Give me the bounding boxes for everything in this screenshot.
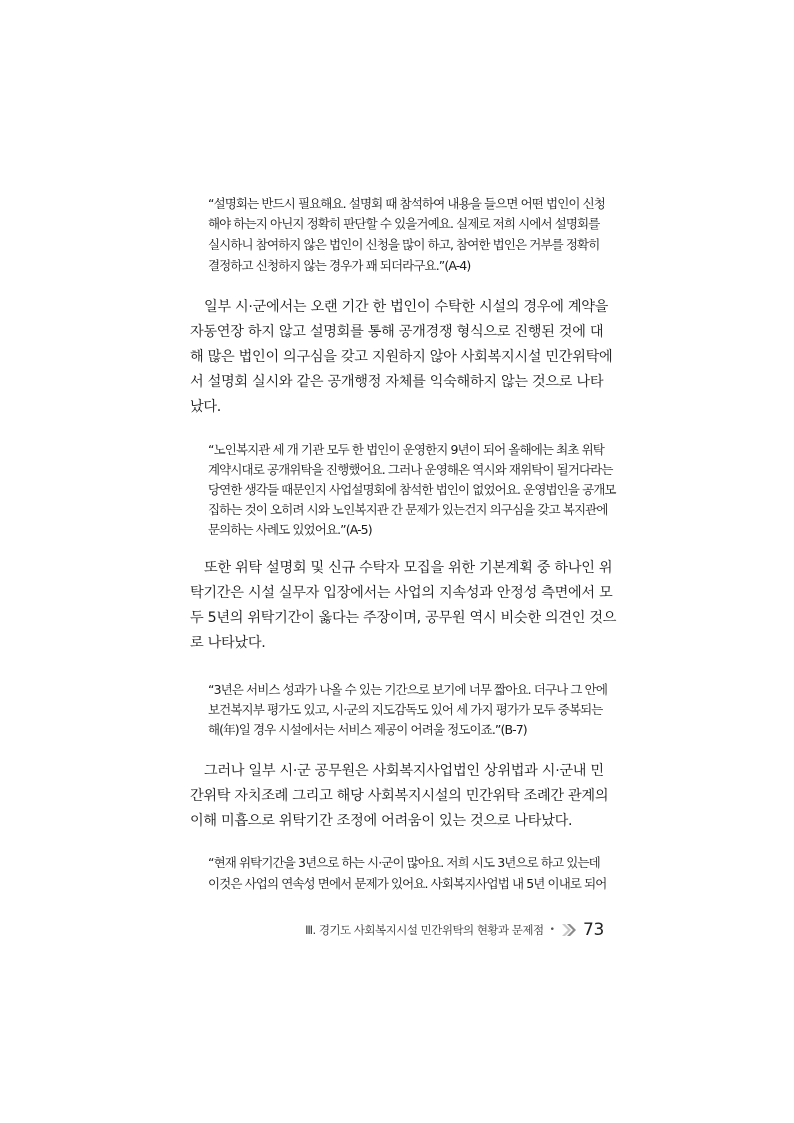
page-number: 73 (582, 920, 604, 940)
paragraph-line: 서 설명회 실시와 같은 공개행정 자체를 익숙해하지 않는 것으로 나타 (190, 374, 604, 390)
section-title: Ⅲ. 경기도 사회복지시설 민간위탁의 현황과 문제점 (305, 923, 544, 937)
quote-line: “현재 위탁기간을 3년으로 하는 시·군이 많아요. 저희 시도 3년으로 하고 있는데 (208, 855, 600, 870)
quote-line: 해야 하는지 아닌지 정확히 판단할 수 있을거예요. 실제로 저희 시에서 설명회를 (208, 216, 600, 231)
quote-line: “노인복지관 세 개 기관 모두 한 법인이 운영한지 9년이 되어 올해에는 최초 위탁 (208, 442, 604, 457)
paragraph-line: 자동연장 하지 않고 설명회를 통해 공개경쟁 형식으로 진행된 것에 대 (190, 324, 604, 340)
bullet-separator: • (549, 925, 555, 935)
paragraph-line: 탁기간은 시설 실무자 입장에서는 사업의 지속성과 안정성 측면에서 모 (190, 585, 613, 601)
quote-line: “설명회는 반드시 필요해요. 설명회 때 참석하여 내용을 들으면 어떤 법인이 신청 (208, 196, 605, 211)
quote-line: 결정하고 신청하지 않는 경우가 꽤 되더라구요.”(A-4) (208, 258, 471, 273)
quote-line: 계약시대로 공개위탁을 진행했어요. 그러나 운영해온 역시와 재위탁이 될거다라는 (208, 462, 613, 477)
quote-line: 이것은 사업의 연속성 면에서 문제가 있어요. 사회복지사업법 내 5년 이내로 되어 (208, 876, 607, 891)
paragraph-line: 났다. (190, 399, 222, 415)
paragraph-line: 일부 시·군에서는 오랜 기간 한 법인이 수탁한 시설의 경우에 계약을 (204, 299, 609, 315)
paragraph-line: 로 나타났다. (190, 635, 266, 651)
paragraph-line: 두 5년의 위탁기간이 옳다는 주장이며, 공무원 역시 비슷한 의견인 것으 (190, 610, 617, 626)
quote-line: “3년은 서비스 성과가 나올 수 있는 기간으로 보기에 너무 짧아요. 더구나 그 안에 (208, 682, 608, 697)
quote-line: 집하는 것이 오히려 시와 노인복지관 간 문제가 있는건지 의구심을 갖고 복지관에 (208, 502, 608, 517)
double-chevron-right-icon (561, 923, 577, 937)
page-footer (305, 920, 604, 940)
paragraph-line: 또한 위탁 설명회 및 신규 수탁자 모집을 위한 기본계획 중 하나인 위 (204, 560, 613, 576)
quote-line: 실시하니 참여하지 않은 법인이 신청을 많이 하고, 참여한 법인은 거부를 정확히 (208, 237, 600, 252)
quote-line: 문의하는 사례도 있었어요.”(A-5) (208, 522, 372, 537)
quote-line: 당연한 생각들 때문인지 사업설명회에 참석한 법인이 없었어요. 운영법인을 공개모 (208, 482, 616, 497)
paragraph-line: 해 많은 법인이 의구심을 갖고 지원하지 않아 사회복지시설 민간위탁에 (190, 349, 613, 365)
quote-line: 보건복지부 평가도 있고, 시·군의 지도감독도 있어 세 가지 평가가 모두 중복되는 (208, 702, 603, 717)
paragraph-line: 그러나 일부 시·군 공무원은 사회복지사업법인 상위법과 시·군내 민 (204, 763, 604, 779)
paragraph-line: 이해 미흡으로 위탁기간 조정에 어려움이 있는 것으로 나타났다. (190, 813, 573, 829)
paragraph-line: 간위탁 자치조례 그리고 해당 사회복지시설의 민간위탁 조례간 관계의 (190, 788, 609, 804)
quote-line: 해(年)일 경우 시설에서는 서비스 제공이 어려울 정도이죠.”(B-7) (208, 722, 527, 737)
